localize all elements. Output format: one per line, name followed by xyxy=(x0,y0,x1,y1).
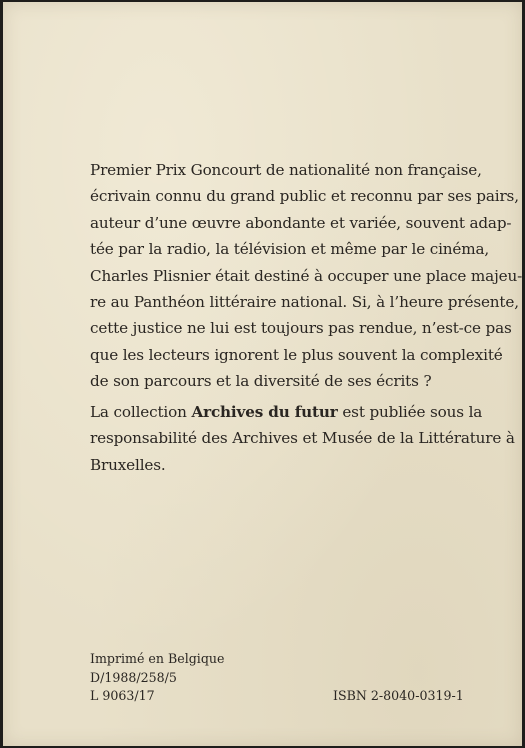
collection-line: Bruxelles. xyxy=(90,455,166,474)
blurb-line: cette justice ne lui est toujours pas rendue, n’est-ce pas xyxy=(90,319,512,338)
reference-number: L 9063/17 xyxy=(90,688,155,704)
legal-deposit: D/1988/258/5 xyxy=(90,669,177,685)
collection-text-before: La collection xyxy=(90,403,192,421)
collection-line: responsabilité des Archives et Musée de la Littérature à xyxy=(90,429,515,448)
blurb-line: Premier Prix Goncourt de nationalité non française, xyxy=(90,161,482,179)
back-cover xyxy=(3,2,522,746)
collection-title: Archives du futur xyxy=(191,403,338,421)
collection-text-after: est publiée sous la xyxy=(337,403,483,421)
printed-in: Imprimé en Belgique xyxy=(90,651,225,666)
blurb-line: écrivain connu du grand public et reconnu par ses pairs, xyxy=(90,187,519,206)
blurb-line: tée par la radio, la télévision et même par le cinéma, xyxy=(90,240,490,259)
blurb-line: Charles Plisnier était destiné à occuper une place majeu- xyxy=(90,266,523,285)
collection-paragraph xyxy=(90,399,515,478)
blurb-line: auteur d’une œuvre abondante et variée, souvent adap- xyxy=(90,213,512,232)
blurb-line: que les lecteurs ignorent le plus souvent la complexité xyxy=(90,345,503,364)
blurb-line: de son parcours et la diversité de ses écrits ? xyxy=(90,372,432,391)
book-blurb-paragraph xyxy=(90,157,523,395)
collection-line xyxy=(90,399,483,425)
imprint-block xyxy=(90,650,224,706)
isbn: ISBN 2-8040-0319-1 xyxy=(333,688,464,703)
blurb-line: re au Panthéon littéraire national. Si, à l’heure présente, xyxy=(90,293,519,312)
